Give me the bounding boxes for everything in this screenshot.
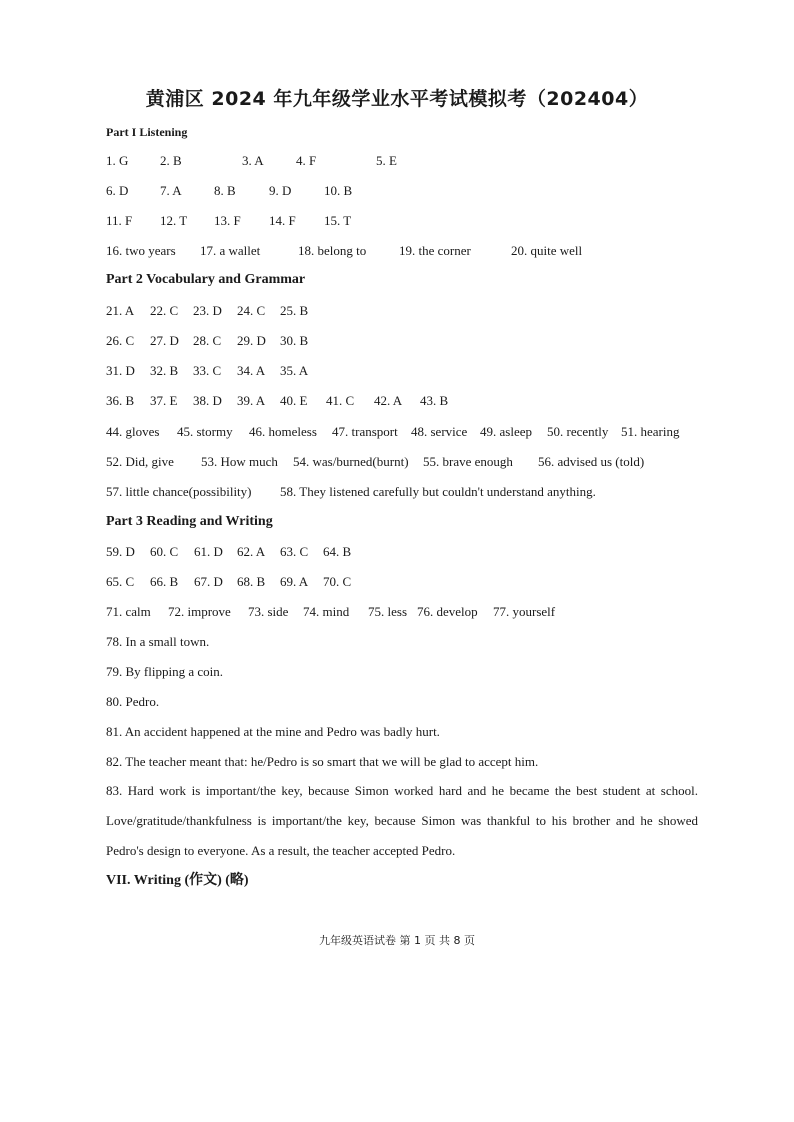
answer-35: 35. A bbox=[280, 363, 309, 378]
answer-58: 58. They listened carefully but couldn't understand anything. bbox=[280, 484, 596, 499]
answer-60: 60. C bbox=[150, 544, 179, 559]
answer-47: 47. transport bbox=[332, 424, 398, 439]
answer-79: 79. By flipping a coin. bbox=[106, 664, 223, 679]
answer-83: 83. Hard work is important/the key, because Simon worked hard and he became the best student at school. Love/gratitude/thankfulness is important/the key, because Simon was thankful to his brother and he showed Pedro's design to everyone. As a result, the teacher accepted Pedro. bbox=[106, 783, 698, 858]
answer-76: 76. develop bbox=[417, 604, 478, 619]
answer-6: 6. D bbox=[106, 183, 129, 198]
answer-14: 14. F bbox=[269, 213, 296, 228]
answer-5: 5. E bbox=[376, 153, 397, 168]
answer-71: 71. calm bbox=[106, 604, 151, 619]
answer-15: 15. T bbox=[324, 213, 352, 228]
part3-heading: Part 3 Reading and Writing bbox=[106, 514, 273, 529]
answer-33: 33. C bbox=[193, 363, 222, 378]
answer-77: 77. yourself bbox=[493, 604, 556, 619]
answer-72: 72. improve bbox=[168, 604, 231, 619]
answer-17: 17. a wallet bbox=[200, 243, 261, 258]
answer-3: 3. A bbox=[242, 153, 264, 168]
answer-27: 27. D bbox=[150, 333, 179, 348]
answer-30: 30. B bbox=[280, 333, 309, 348]
answer-68: 68. B bbox=[237, 574, 266, 589]
answer-1: 1. G bbox=[106, 153, 129, 168]
answer-44: 44. gloves bbox=[106, 424, 160, 439]
answer-49: 49. asleep bbox=[480, 424, 532, 439]
answer-19: 19. the corner bbox=[399, 243, 471, 258]
answer-52: 52. Did, give bbox=[106, 454, 174, 469]
answer-67: 67. D bbox=[194, 574, 223, 589]
answer-21: 21. A bbox=[106, 303, 135, 318]
answer-26: 26. C bbox=[106, 333, 135, 348]
answer-34: 34. A bbox=[237, 363, 266, 378]
answer-73: 73. side bbox=[248, 604, 289, 619]
answer-18: 18. belong to bbox=[298, 243, 367, 258]
answer-9: 9. D bbox=[269, 183, 292, 198]
answer-62: 62. A bbox=[237, 544, 266, 559]
answer-80: 80. Pedro. bbox=[106, 694, 160, 709]
answer-75: 75. less bbox=[368, 604, 407, 619]
answer-23: 23. D bbox=[193, 303, 222, 318]
part2-heading: Part 2 Vocabulary and Grammar bbox=[106, 272, 306, 287]
writing-heading: VII. Writing (作文) (略) bbox=[106, 873, 249, 888]
answer-24: 24. C bbox=[237, 303, 266, 318]
answer-4: 4. F bbox=[296, 153, 317, 168]
answer-7: 7. A bbox=[160, 183, 182, 198]
answer-82: 82. The teacher meant that: he/Pedro is so smart that we will be glad to accept him. bbox=[106, 754, 539, 769]
page-title: 黄浦区 2024 年九年级学业水平考试模拟考（202404） bbox=[145, 88, 649, 110]
answer-13: 13. F bbox=[214, 213, 241, 228]
answer-70: 70. C bbox=[323, 574, 352, 589]
answer-28: 28. C bbox=[193, 333, 222, 348]
answer-65: 65. C bbox=[106, 574, 135, 589]
answer-59: 59. D bbox=[106, 544, 135, 559]
answer-39: 39. A bbox=[237, 393, 266, 408]
answer-20: 20. quite well bbox=[511, 243, 583, 258]
answer-12: 12. T bbox=[160, 213, 188, 228]
answer-22: 22. C bbox=[150, 303, 179, 318]
answer-32: 32. B bbox=[150, 363, 179, 378]
part1-heading: Part I Listening bbox=[106, 125, 188, 139]
answer-37: 37. E bbox=[150, 393, 178, 408]
answer-51: 51. hearing bbox=[621, 424, 680, 439]
answer-55: 55. brave enough bbox=[423, 454, 513, 469]
answer-57: 57. little chance(possibility) bbox=[106, 484, 252, 499]
answer-45: 45. stormy bbox=[177, 424, 233, 439]
answer-54: 54. was/burned(burnt) bbox=[293, 454, 409, 469]
answer-29: 29. D bbox=[237, 333, 266, 348]
answer-11: 11. F bbox=[106, 213, 133, 228]
answer-36: 36. B bbox=[106, 393, 135, 408]
answer-81: 81. An accident happened at the mine and Pedro was badly hurt. bbox=[106, 724, 440, 739]
answer-2: 2. B bbox=[160, 153, 182, 168]
answer-48: 48. service bbox=[411, 424, 468, 439]
answer-41: 41. C bbox=[326, 393, 355, 408]
answer-8: 8. B bbox=[214, 183, 236, 198]
answer-42: 42. A bbox=[374, 393, 403, 408]
answer-46: 46. homeless bbox=[249, 424, 317, 439]
answer-74: 74. mind bbox=[303, 604, 350, 619]
answer-78: 78. In a small town. bbox=[106, 634, 210, 649]
answer-69: 69. A bbox=[280, 574, 309, 589]
answer-66: 66. B bbox=[150, 574, 179, 589]
answer-43: 43. B bbox=[420, 393, 449, 408]
answer-31: 31. D bbox=[106, 363, 135, 378]
answer-38: 38. D bbox=[193, 393, 222, 408]
answer-56: 56. advised us (told) bbox=[538, 454, 645, 469]
answer-53: 53. How much bbox=[201, 454, 278, 469]
answer-63: 63. C bbox=[280, 544, 309, 559]
answer-50: 50. recently bbox=[547, 424, 609, 439]
answer-64: 64. B bbox=[323, 544, 352, 559]
answer-61: 61. D bbox=[194, 544, 223, 559]
answer-10: 10. B bbox=[324, 183, 353, 198]
answer-40: 40. E bbox=[280, 393, 308, 408]
answer-16: 16. two years bbox=[106, 243, 176, 258]
page-footer: 九年级英语试卷 第 1 页 共 8 页 bbox=[319, 934, 475, 947]
answer-25: 25. B bbox=[280, 303, 309, 318]
